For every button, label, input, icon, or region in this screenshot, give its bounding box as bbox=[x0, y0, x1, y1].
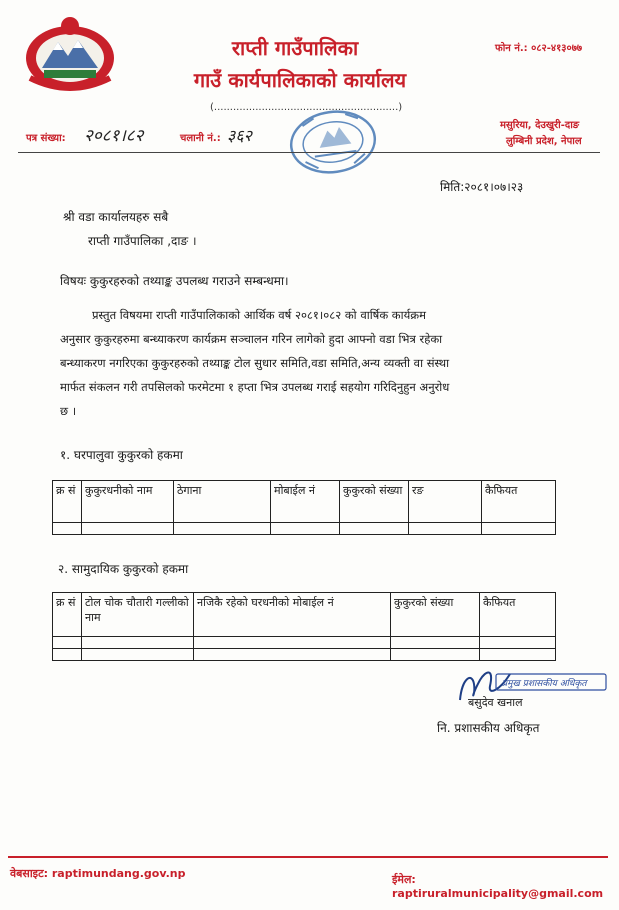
header-divider bbox=[18, 152, 600, 153]
table-header-row bbox=[53, 593, 556, 637]
recipient-line-2: राप्ती गाउँपालिका ,दाङ । bbox=[88, 234, 197, 248]
table-header-cell: रङ bbox=[409, 481, 482, 523]
signatory-designation: नि. प्रशासकीय अधिकृत bbox=[437, 721, 540, 735]
body-line: अनुसार कुकुरहरुमा बन्ध्याकरण कार्यक्रम सञ्चालन गरिन लागेको हुदा आफ्नो वडा भित्र रहेका bbox=[60, 332, 443, 346]
office-seal-stamp bbox=[283, 104, 383, 180]
body-line: मार्फत संकलन गरी तपसिलको फरमेटमा १ हप्ता भित्र उपलब्ध गराई सहयोग गरिदिनुहुन अनुरोध bbox=[60, 380, 450, 394]
organization-name: राप्ती गाउँपालिका bbox=[231, 36, 359, 60]
table-header-cell: क्र सं bbox=[53, 593, 82, 637]
table-header-cell: मोबाईल नं bbox=[271, 481, 340, 523]
address-line-2: लुम्बिनी प्रदेश, नेपाल bbox=[506, 136, 582, 147]
table-header-cell: कुकुरको संख्या bbox=[391, 593, 480, 637]
table-header-cell: कैफियत bbox=[482, 481, 556, 523]
dispatch-label: चलानी नं.: bbox=[180, 133, 221, 144]
phone-number: फोन नं.: ०८२-४१३०७७ bbox=[495, 43, 583, 54]
section-2-title: २. सामुदायिक कुकुरको हकमा bbox=[58, 562, 189, 576]
community-dogs-table bbox=[52, 592, 556, 661]
dispatch-number: ३६२ bbox=[227, 126, 252, 145]
office-name: गाउँ कार्यपालिकाको कार्यालय bbox=[193, 68, 407, 92]
table-header-cell: ठेगाना bbox=[174, 481, 271, 523]
table-header-cell: कैफियत bbox=[480, 593, 556, 637]
reference-number: २०८१।८२ bbox=[84, 126, 144, 146]
table-header-cell: कुकुरधनीको नाम bbox=[82, 481, 174, 523]
body-line: बन्ध्याकरण नगरिएका कुकुरहरुको तथ्याङ्क टोल सुधार समिति,वडा समिति,अन्य व्यक्ती वा संस्था bbox=[60, 356, 450, 370]
email-address: ईमेल: raptiruralmunicipality@gmail.com bbox=[392, 873, 604, 900]
table-row bbox=[53, 637, 556, 649]
footer-divider bbox=[8, 856, 608, 858]
signatory-name: बसुदेव खनाल bbox=[468, 696, 523, 709]
letter-date: मिति:२०८१।०७।२३ bbox=[440, 180, 524, 194]
table-header-cell: क्र सं bbox=[53, 481, 82, 523]
table-header-cell: कुकुरको संख्या bbox=[340, 481, 409, 523]
body-line: प्रस्तुत विषयमा राप्ती गाउँपालिकाको आर्थिक वर्ष २०८१।०८२ को वार्षिक कार्यक्रम bbox=[92, 308, 426, 322]
body-line: छ । bbox=[60, 404, 77, 418]
table-row bbox=[53, 649, 556, 661]
table-header-cell: टोल चोक चौतारी गल्लीको नाम bbox=[82, 593, 194, 637]
signature-with-stamp bbox=[440, 660, 610, 710]
table-row bbox=[53, 523, 556, 535]
government-emblem-icon bbox=[20, 12, 120, 94]
recipient-line-1: श्री वडा कार्यालयहरु सबै bbox=[63, 210, 169, 224]
website-link: वेबसाइट: raptimundang.gov.np bbox=[10, 867, 186, 880]
reference-label: पत्र संख्या: bbox=[26, 133, 66, 144]
table-header-row bbox=[53, 481, 556, 523]
address-line-1: मसुरिया, देउखुरी-दाङ bbox=[500, 120, 580, 131]
letter-subject: विषयः कुकुरहरुको तथ्याङ्क उपलब्ध गराउने सम्बन्धमा। bbox=[60, 274, 289, 288]
section-1-title: १. घरपालुवा कुकुरको हकमा bbox=[60, 448, 183, 462]
designation-stamp-text: प्रमुख प्रशासकीय अधिकृत bbox=[502, 679, 587, 689]
header-dotted-line: (..........................................................) bbox=[210, 102, 403, 113]
domestic-dogs-table bbox=[52, 480, 556, 535]
table-header-cell: नजिकै रहेको घरधनीको मोबाईल नं bbox=[194, 593, 391, 637]
